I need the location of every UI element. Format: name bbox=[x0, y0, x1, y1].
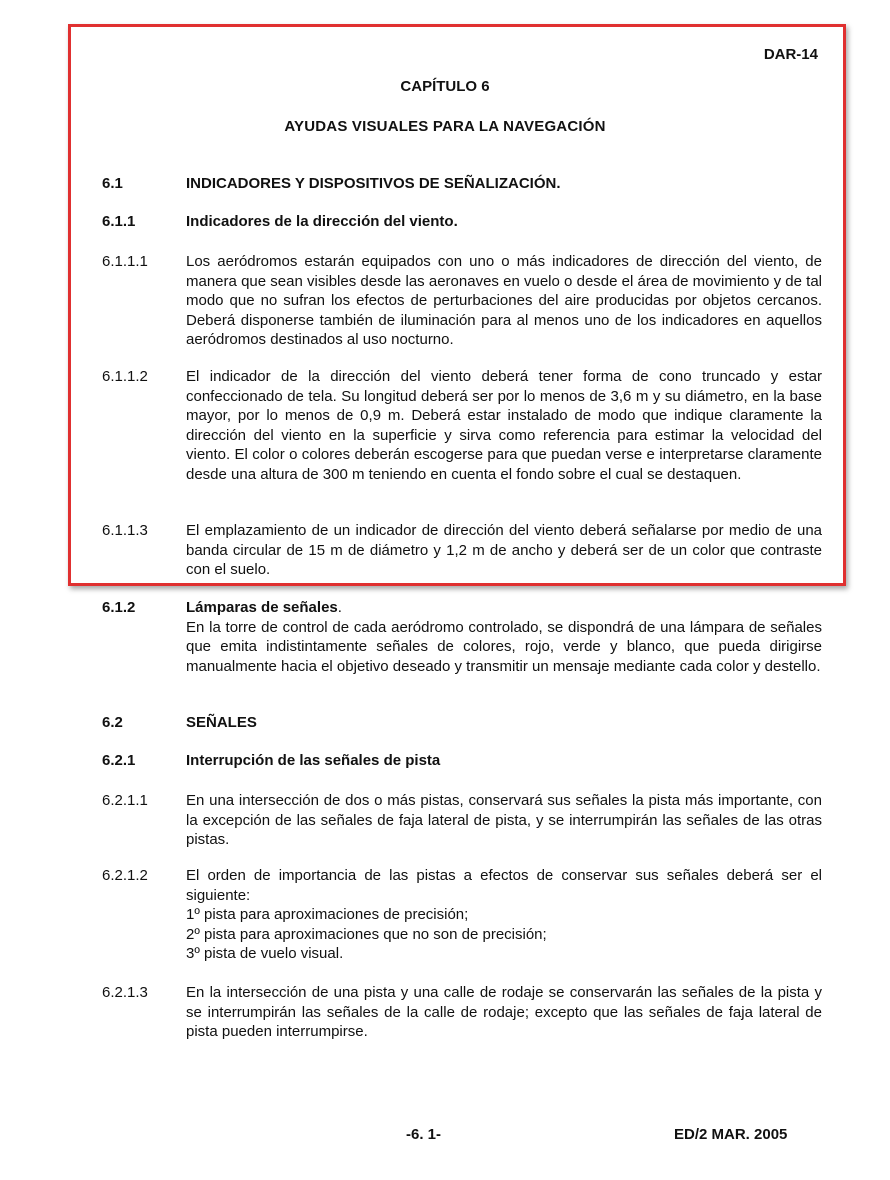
section-number: 6.1.1 bbox=[102, 213, 136, 230]
section-title: INDICADORES Y DISPOSITIVOS DE SEÑALIZACIÓN. bbox=[186, 175, 561, 192]
section-number: 6.1.2 bbox=[102, 599, 136, 616]
paragraph-text: En la torre de control de cada aeródromo controlado, se dispondrá de una lámpara de señales que emita indistintamente señales de colores, rojo, verde y blanco, que pueda dirigirse manualmente hacia el objetivo deseado y transmitir un mensaje mediante cada color y destello. bbox=[186, 618, 822, 675]
section-number: 6.2.1 bbox=[102, 752, 136, 769]
section-6-1-2 bbox=[102, 598, 822, 676]
section-title: SEÑALES bbox=[186, 714, 257, 731]
paragraph-6-1-1-2 bbox=[102, 367, 822, 484]
paragraph-number: 6.1.1.3 bbox=[102, 522, 148, 539]
section-6-2 bbox=[102, 713, 822, 733]
paragraph-number: 6.1.1.1 bbox=[102, 253, 148, 270]
paragraph-text: Los aeródromos estarán equipados con uno o más indicadores de dirección del viento, de manera que sean visibles desde las aeronaves en vuelo o desde el área de movimiento y de tal modo que no sufran los efectos de perturbaciones del aire producidas por objetos cercanos. Deberá disponerse también de iluminación para al menos uno de los indicadores en aquellos aeródromos destinados al uso nocturno. bbox=[186, 253, 822, 348]
section-6-1 bbox=[102, 174, 822, 194]
list-item: 2º pista para aproximaciones que no son de precisión; bbox=[186, 925, 547, 943]
paragraph-6-2-1-3 bbox=[102, 983, 822, 1042]
section-6-2-1 bbox=[102, 751, 822, 771]
document-code: DAR-14 bbox=[763, 46, 818, 63]
paragraph-text: El orden de importancia de las pistas a efectos de conservar sus señales deberá ser el siguiente: bbox=[186, 867, 822, 904]
section-title: Interrupción de las señales de pista bbox=[186, 752, 441, 769]
paragraph-text: En la intersección de una pista y una calle de rodaje se conservarán las señales de la pista y se interrumpirán las señales de la calle de rodaje; excepto que las señales de faja lateral de pista pueden interrumpirse. bbox=[186, 984, 822, 1040]
paragraph-number: 6.2.1.2 bbox=[102, 867, 148, 884]
paragraph-6-2-1-1 bbox=[102, 791, 822, 850]
section-title-period: . bbox=[337, 599, 342, 616]
chapter-subtitle: AYUDAS VISUALES PARA LA NAVEGACIÓN bbox=[284, 118, 606, 135]
paragraph-number: 6.2.1.3 bbox=[102, 984, 148, 1001]
list-item: 1º pista para aproximaciones de precisión; bbox=[186, 906, 469, 923]
section-number: 6.2 bbox=[102, 714, 123, 731]
paragraph-6-2-1-2 bbox=[102, 866, 822, 964]
chapter-title: CAPÍTULO 6 bbox=[400, 78, 490, 95]
paragraph-number: 6.2.1.1 bbox=[102, 792, 148, 809]
section-6-1-1 bbox=[102, 212, 822, 232]
paragraph-text: El indicador de la dirección del viento deberá tener forma de cono truncado y estar confeccionado de tela. Su longitud deberá ser por lo menos de 3,6 m y su diámetro, en la base mayor, por lo menos de 0,9 m. Deberá estar instalado de modo que indique claramente la dirección del viento en la superficie y sirva como referencia para estimar la velocidad del viento. El color o colores deberán escogerse para que puedan verse e interpretarse claramente desde una altura de 300 m teniendo en cuenta el fondo sobre el cual se destaquen. bbox=[186, 368, 822, 483]
paragraph-6-1-1-3 bbox=[102, 521, 822, 580]
edition-date: ED/2 MAR. 2005 bbox=[674, 1126, 788, 1143]
paragraph-number: 6.1.1.2 bbox=[102, 368, 148, 385]
paragraph-6-1-1-1 bbox=[102, 252, 822, 350]
section-title: Lámparas de señales bbox=[186, 599, 338, 616]
paragraph-text: En una intersección de dos o más pistas, conservará sus señales la pista más importante, con la excepción de las señales de faja lateral de pista, y se interrumpirán las señales de las otras pistas. bbox=[186, 792, 822, 848]
page-number: -6. 1- bbox=[406, 1126, 442, 1143]
section-title: Indicadores de la dirección del viento. bbox=[186, 213, 458, 230]
paragraph-text: El emplazamiento de un indicador de dirección del viento deberá señalarse por medio de una banda circular de 15 m de diámetro y 1,2 m de ancho y deberá ser de un color que contraste con el suelo. bbox=[186, 522, 822, 578]
section-number: 6.1 bbox=[102, 175, 123, 192]
list-item: 3º pista de vuelo visual. bbox=[186, 945, 344, 962]
